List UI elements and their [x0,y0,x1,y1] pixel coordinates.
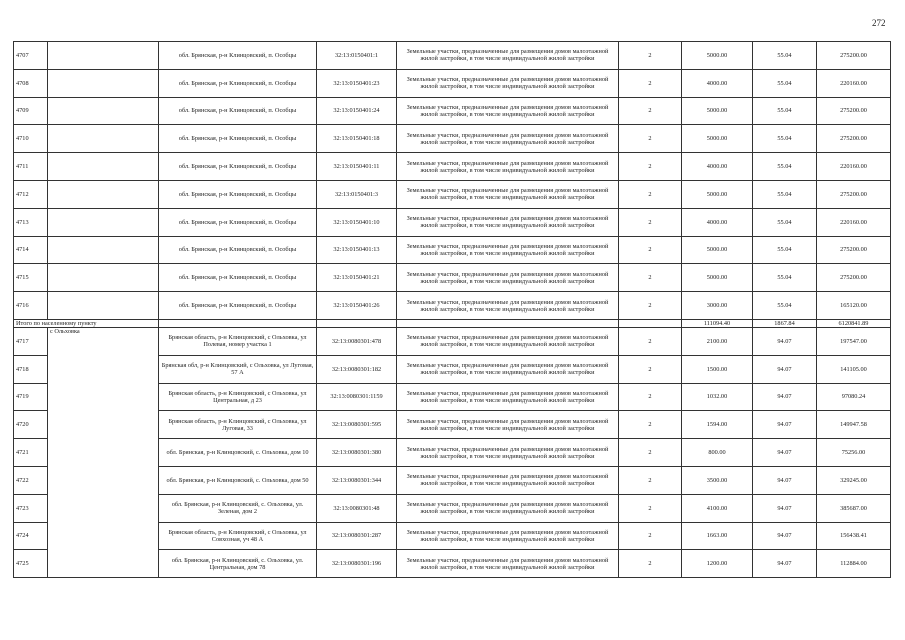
value-cell: 275200.00 [817,236,891,264]
rate-cell: 94.07 [753,550,817,578]
row-number: 4725 [14,550,48,578]
category-cell: 2 [619,153,682,181]
land-use-cell: Земельные участки, предназначенные для размещения домов малоэтажной жилой застройки, в том числе индивидуальной жилой застройки [397,69,619,97]
rate-cell: 94.07 [753,355,817,383]
value-cell: 220160.00 [817,153,891,181]
category-cell: 2 [619,439,682,467]
rate-cell: 55.04 [753,125,817,153]
value-cell: 275200.00 [817,97,891,125]
land-use-cell: Земельные участки, предназначенные для размещения домов малоэтажной жилой застройки, в том числе индивидуальной жилой застройки [397,153,619,181]
value-cell: 275200.00 [817,42,891,70]
table-row [14,180,891,208]
cadastral-number-cell: 32:13:0080301:182 [317,355,397,383]
value-cell: 275200.00 [817,180,891,208]
total-body [14,319,891,327]
address-cell: обл. Брянская, р-н Клинцовский, п. Особцы [159,153,317,181]
area-cell: 5000.00 [682,180,753,208]
cadastral-number-cell: 32:13:0150401:21 [317,264,397,292]
total-empty-cell [397,319,619,327]
total-rate: 1867.84 [753,319,817,327]
row-number: 4721 [14,439,48,467]
value-cell: 220160.00 [817,208,891,236]
land-use-cell: Земельные участки, предназначенные для размещения домов малоэтажной жилой застройки, в том числе индивидуальной жилой застройки [397,208,619,236]
land-use-cell: Земельные участки, предназначенные для размещения домов малоэтажной жилой застройки, в том числе индивидуальной жилой застройки [397,439,619,467]
area-cell: 4000.00 [682,153,753,181]
area-cell: 2100.00 [682,327,753,355]
area-cell: 1663.00 [682,522,753,550]
address-cell: обл. Брянская, р-н Клинцовский, п. Особцы [159,264,317,292]
total-empty-cell [159,319,317,327]
value-cell: 112884.00 [817,550,891,578]
area-cell: 5000.00 [682,236,753,264]
row-number: 4709 [14,97,48,125]
empty-cell [48,264,159,292]
total-empty-cell [317,319,397,327]
rate-cell: 55.04 [753,236,817,264]
area-cell: 1032.00 [682,383,753,411]
rate-cell: 55.04 [753,180,817,208]
land-use-cell: Земельные участки, предназначенные для размещения домов малоэтажной жилой застройки, в том числе индивидуальной жилой застройки [397,292,619,320]
empty-cell [48,97,159,125]
value-cell: 275200.00 [817,125,891,153]
cadastral-number-cell: 32:13:0080301:1159 [317,383,397,411]
land-use-cell: Земельные участки, предназначенные для размещения домов малоэтажной жилой застройки, в том числе индивидуальной жилой застройки [397,264,619,292]
address-cell: обл. Брянская, р-н Клинцовский, п. Особцы [159,125,317,153]
value-cell: 329245.00 [817,466,891,494]
row-number: 4711 [14,153,48,181]
cadastral-number-cell: 32:13:0150401:23 [317,69,397,97]
address-cell: обл. Брянская, р-н Клинцовский, п. Особцы [159,292,317,320]
category-cell: 2 [619,69,682,97]
address-cell: обл. Брянская, р-н Клинцовский, с. Ольховка, дом 10 [159,439,317,467]
value-cell: 141105.00 [817,355,891,383]
area-cell: 4000.00 [682,69,753,97]
category-cell: 2 [619,466,682,494]
empty-cell [48,153,159,181]
row-number: 4716 [14,292,48,320]
value-cell: 275200.00 [817,264,891,292]
land-use-cell: Земельные участки, предназначенные для размещения домов малоэтажной жилой застройки, в том числе индивидуальной жилой застройки [397,327,619,355]
rate-cell: 55.04 [753,69,817,97]
area-cell: 5000.00 [682,125,753,153]
address-cell: Брянская область, р-н Клинцовский, с Ольховка, ул Совхозная, уч 48 А [159,522,317,550]
land-use-cell: Земельные участки, предназначенные для размещения домов малоэтажной жилой застройки, в том числе индивидуальной жилой застройки [397,180,619,208]
rate-cell: 94.07 [753,327,817,355]
empty-cell [48,292,159,320]
address-cell: обл. Брянская, р-н Клинцовский, с. Ольховка, ул. Центральная, дом 78 [159,550,317,578]
row-number: 4720 [14,411,48,439]
cadastral-number-cell: 32:13:0150401:10 [317,208,397,236]
land-use-cell: Земельные участки, предназначенные для размещения домов малоэтажной жилой застройки, в том числе индивидуальной жилой застройки [397,466,619,494]
address-cell: обл. Брянская, р-н Клинцовский, с. Ольховка, ул. Зеленая, дом 2 [159,494,317,522]
land-use-cell: Земельные участки, предназначенные для размещения домов малоэтажной жилой застройки, в том числе индивидуальной жилой застройки [397,411,619,439]
row-number: 4715 [14,264,48,292]
area-cell: 3500.00 [682,466,753,494]
total-row [14,319,891,327]
address-cell: обл. Брянская, р-н Клинцовский, с. Ольховка, дом 50 [159,466,317,494]
empty-cell [48,180,159,208]
row-number: 4723 [14,494,48,522]
address-cell: обл. Брянская, р-н Клинцовский, п. Особцы [159,180,317,208]
rate-cell: 55.04 [753,153,817,181]
address-cell: обл. Брянская, р-н Клинцовский, п. Особцы [159,69,317,97]
rate-cell: 55.04 [753,208,817,236]
rate-cell: 94.07 [753,466,817,494]
area-cell: 3000.00 [682,292,753,320]
value-cell: 149947.58 [817,411,891,439]
rate-cell: 55.04 [753,97,817,125]
cadastral-number-cell: 32:13:0080301:380 [317,439,397,467]
table-row [14,208,891,236]
row-number: 4714 [14,236,48,264]
area-cell: 1500.00 [682,355,753,383]
land-use-cell: Земельные участки, предназначенные для размещения домов малоэтажной жилой застройки, в том числе индивидуальной жилой застройки [397,97,619,125]
value-cell: 97080.24 [817,383,891,411]
land-use-cell: Земельные участки, предназначенные для размещения домов малоэтажной жилой застройки, в том числе индивидуальной жилой застройки [397,550,619,578]
cadastral-number-cell: 32:13:0150401:18 [317,125,397,153]
rate-cell: 55.04 [753,292,817,320]
group2-body [14,327,891,577]
area-cell: 4000.00 [682,208,753,236]
address-cell: Брянская область, р-н Клинцовский, с Ольховка, ул Полевая, номер участка 1 [159,327,317,355]
category-cell: 2 [619,97,682,125]
total-empty-cell [619,319,682,327]
value-cell: 75256.00 [817,439,891,467]
row-number: 4708 [14,69,48,97]
land-use-cell: Земельные участки, предназначенные для размещения домов малоэтажной жилой застройки, в том числе индивидуальной жилой застройки [397,236,619,264]
table-row [14,292,891,320]
address-cell: обл. Брянская, р-н Клинцовский, п. Особцы [159,208,317,236]
cadastral-number-cell: 32:13:0080301:595 [317,411,397,439]
category-cell: 2 [619,355,682,383]
area-cell: 1200.00 [682,550,753,578]
table-row [14,69,891,97]
table-row [14,153,891,181]
group1-body [14,42,891,320]
total-label: Итого по населенному пункту [14,319,159,327]
cadastral-number-cell: 32:13:0080301:48 [317,494,397,522]
row-number: 4713 [14,208,48,236]
value-cell: 197547.00 [817,327,891,355]
empty-cell [48,69,159,97]
row-number: 4717 [14,327,48,355]
cadastral-number-cell: 32:13:0150401:26 [317,292,397,320]
category-cell: 2 [619,180,682,208]
category-cell: 2 [619,494,682,522]
table-row [14,236,891,264]
category-cell: 2 [619,292,682,320]
category-cell: 2 [619,383,682,411]
empty-cell [48,208,159,236]
rate-cell: 94.07 [753,494,817,522]
rate-cell: 94.07 [753,522,817,550]
area-cell: 5000.00 [682,97,753,125]
row-number: 4724 [14,522,48,550]
cadastral-number-cell: 32:13:0150401:11 [317,153,397,181]
table-row [14,42,891,70]
land-use-cell: Земельные участки, предназначенные для размещения домов малоэтажной жилой застройки, в том числе индивидуальной жилой застройки [397,522,619,550]
cadastral-number-cell: 32:13:0080301:478 [317,327,397,355]
cadastral-number-cell: 32:13:0080301:287 [317,522,397,550]
cadastral-number-cell: 32:13:0080301:196 [317,550,397,578]
table-row [14,97,891,125]
area-cell: 4100.00 [682,494,753,522]
table-row [14,264,891,292]
row-number: 4719 [14,383,48,411]
value-cell: 165120.00 [817,292,891,320]
rate-cell: 55.04 [753,264,817,292]
address-cell: Брянская область, р-н Клинцовский, с Ольховка, ул Центральная, д 23 [159,383,317,411]
address-cell: обл. Брянская, р-н Клинцовский, п. Особцы [159,42,317,70]
category-cell: 2 [619,550,682,578]
row-number: 4710 [14,125,48,153]
page-number: 272 [872,18,886,28]
category-cell: 2 [619,236,682,264]
address-cell: Брянская обл, р-н Клинцовский, с Ольховка, ул Луговая, 57 А [159,355,317,383]
empty-cell [48,125,159,153]
land-use-cell: Земельные участки, предназначенные для размещения домов малоэтажной жилой застройки, в том числе индивидуальной жилой застройки [397,42,619,70]
cadastral-number-cell: 32:13:0150401:24 [317,97,397,125]
category-cell: 2 [619,264,682,292]
land-use-cell: Земельные участки, предназначенные для размещения домов малоэтажной жилой застройки, в том числе индивидуальной жилой застройки [397,494,619,522]
total-value: 6120841.89 [817,319,891,327]
cadastral-number-cell: 32:13:0150401:13 [317,236,397,264]
cadastral-number-cell: 32:13:0150401:1 [317,42,397,70]
category-cell: 2 [619,42,682,70]
value-cell: 385687.00 [817,494,891,522]
category-cell: 2 [619,125,682,153]
cadastral-number-cell: 32:13:0080301:344 [317,466,397,494]
empty-cell [48,42,159,70]
row-number: 4718 [14,355,48,383]
land-use-cell: Земельные участки, предназначенные для размещения домов малоэтажной жилой застройки, в том числе индивидуальной жилой застройки [397,355,619,383]
total-area: 111094.40 [682,319,753,327]
category-cell: 2 [619,327,682,355]
address-cell: обл. Брянская, р-н Клинцовский, п. Особцы [159,97,317,125]
land-use-cell: Земельные участки, предназначенные для размещения домов малоэтажной жилой застройки, в том числе индивидуальной жилой застройки [397,125,619,153]
address-cell: Брянская область, р-н Клинцовский, с Ольховка, ул Луговая, 33 [159,411,317,439]
rate-cell: 94.07 [753,383,817,411]
value-cell: 220160.00 [817,69,891,97]
empty-cell [48,236,159,264]
row-number: 4707 [14,42,48,70]
area-cell: 1594.00 [682,411,753,439]
area-cell: 800.00 [682,439,753,467]
row-number: 4722 [14,466,48,494]
rate-cell: 94.07 [753,439,817,467]
area-cell: 5000.00 [682,264,753,292]
locality-name: с Ольховка [48,327,159,577]
address-cell: обл. Брянская, р-н Клинцовский, п. Особцы [159,236,317,264]
land-use-cell: Земельные участки, предназначенные для размещения домов малоэтажной жилой застройки, в том числе индивидуальной жилой застройки [397,383,619,411]
category-cell: 2 [619,522,682,550]
row-number: 4712 [14,180,48,208]
cadastral-number-cell: 32:13:0150401:3 [317,180,397,208]
area-cell: 5000.00 [682,42,753,70]
category-cell: 2 [619,208,682,236]
value-cell: 156438.41 [817,522,891,550]
rate-cell: 55.04 [753,42,817,70]
table-row [14,327,891,355]
category-cell: 2 [619,411,682,439]
land-register-table [13,41,891,578]
rate-cell: 94.07 [753,411,817,439]
table-row [14,125,891,153]
